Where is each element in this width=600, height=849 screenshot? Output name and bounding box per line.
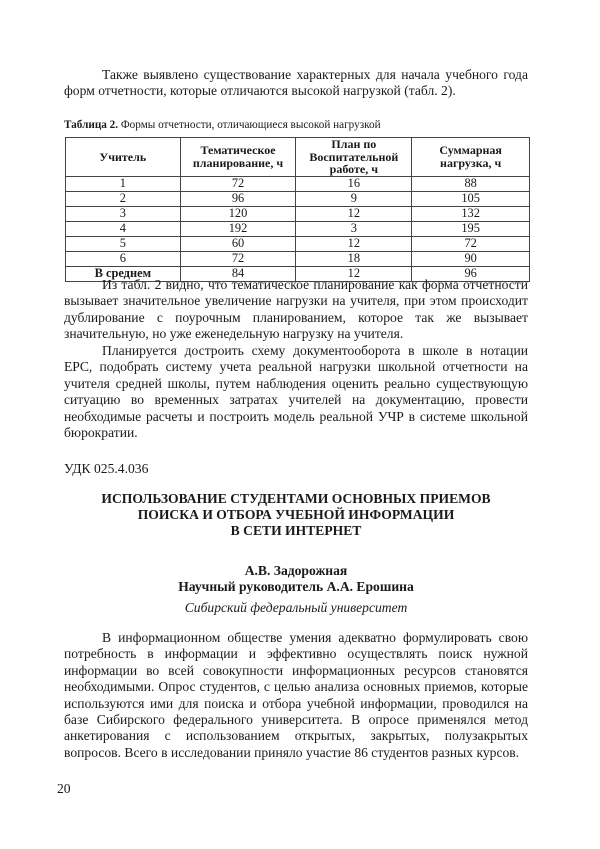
table-caption-label: Таблица 2. <box>64 119 119 131</box>
table-row <box>66 221 530 236</box>
page-number: 20 <box>57 781 71 796</box>
article-title <box>64 491 528 539</box>
author-name: А.В. Задорожная <box>244 563 348 578</box>
plan-paragraph: Планируется достроить схему документооборота в школе в нотации EPC, подобрать систему учета реальной нагрузки школьной отчетности на учителя средней школы, путем наблюдения оценить реально существующую ситуацию во временных затратах учителей на документацию, провести необходимые расчеты и построить модель реальной УЧР в системе школьной бюрократии. <box>64 343 528 441</box>
header-educational-plan: План по Воспитательной работе, ч <box>296 138 412 177</box>
table-caption-text: Формы отчетности, отличающиеся высокой нагрузкой <box>118 119 381 131</box>
cell-total: 88 <box>412 176 530 191</box>
cell-educational: 18 <box>296 251 412 266</box>
cell-average-label: В среднем <box>66 266 181 281</box>
cell-thematic: 96 <box>180 191 296 206</box>
cell-total: 195 <box>412 221 530 236</box>
cell-educational: 9 <box>296 191 412 206</box>
workload-table <box>65 137 530 282</box>
header-total-load: Суммарная нагрузка, ч <box>412 138 530 177</box>
cell-educational: 12 <box>296 236 412 251</box>
cell-educational: 3 <box>296 221 412 236</box>
cell-teacher: 1 <box>66 176 181 191</box>
table-row <box>66 176 530 191</box>
analysis-paragraph: Из табл. 2 видно, что тематическое планирование как форма отчетности вызывает значительное увеличение нагрузки на учителя, при этом происходит дублирование с поурочным планированием, которое так же вызывает значительную, но уже еженедельную нагрузку на учителя. <box>64 277 528 342</box>
cell-thematic: 192 <box>180 221 296 236</box>
table-row <box>66 236 530 251</box>
cell-teacher: 4 <box>66 221 181 236</box>
cell-total: 72 <box>412 236 530 251</box>
cell-total: 90 <box>412 251 530 266</box>
article-authors <box>64 563 528 595</box>
table-header-row <box>66 138 530 177</box>
article-title-line: В СЕТИ ИНТЕРНЕТ <box>230 523 362 538</box>
cell-educational: 16 <box>296 176 412 191</box>
cell-educational: 12 <box>296 206 412 221</box>
cell-thematic: 72 <box>180 251 296 266</box>
header-thematic-planning: Тематическое планирование, ч <box>180 138 296 177</box>
cell-average-educational: 12 <box>296 266 412 281</box>
cell-teacher: 5 <box>66 236 181 251</box>
udk-code: УДК 025.4.036 <box>64 461 149 476</box>
cell-average-thematic: 84 <box>180 266 296 281</box>
cell-total: 105 <box>412 191 530 206</box>
intro-paragraph: Также выявлено существование характерных для начала учебного года форм отчетности, которые отличаются высокой нагрузкой (табл. 2). <box>64 67 528 99</box>
table-row <box>66 191 530 206</box>
article-body-paragraph: В информационном обществе умения адекватно формулировать свою потребность в информации и эффективно осуществлять поиск нужной информации во всей совокупности информационных ресурсов становятся необходимыми. Опрос студентов, с целью анализа основных приемов, которые используются ими для поиска и отбора учебной информации, проводился на базе Сибирского федерального университета. В опросе применялся метод анкетирования с использованием открытых, закрытых, полузакрытых вопросов. Всего в исследовании приняло участие 86 студентов разных курсов. <box>64 630 528 760</box>
header-teacher: Учитель <box>66 138 181 177</box>
article-title-line: ПОИСКА И ОТБОРА УЧЕБНОЙ ИНФОРМАЦИИ <box>137 507 455 522</box>
cell-teacher: 6 <box>66 251 181 266</box>
cell-thematic: 60 <box>180 236 296 251</box>
cell-thematic: 72 <box>180 176 296 191</box>
cell-average-total: 96 <box>412 266 530 281</box>
cell-thematic: 120 <box>180 206 296 221</box>
article-title-line: ИСПОЛЬЗОВАНИЕ СТУДЕНТАМИ ОСНОВНЫХ ПРИЕМОВ <box>101 491 491 506</box>
table-row <box>66 251 530 266</box>
table-row <box>66 206 530 221</box>
affiliation: Сибирский федеральный университет <box>184 600 408 615</box>
cell-teacher: 3 <box>66 206 181 221</box>
cell-teacher: 2 <box>66 191 181 206</box>
table-caption <box>64 119 381 131</box>
supervisor-name: Научный руководитель А.А. Ерошина <box>178 579 414 594</box>
cell-total: 132 <box>412 206 530 221</box>
